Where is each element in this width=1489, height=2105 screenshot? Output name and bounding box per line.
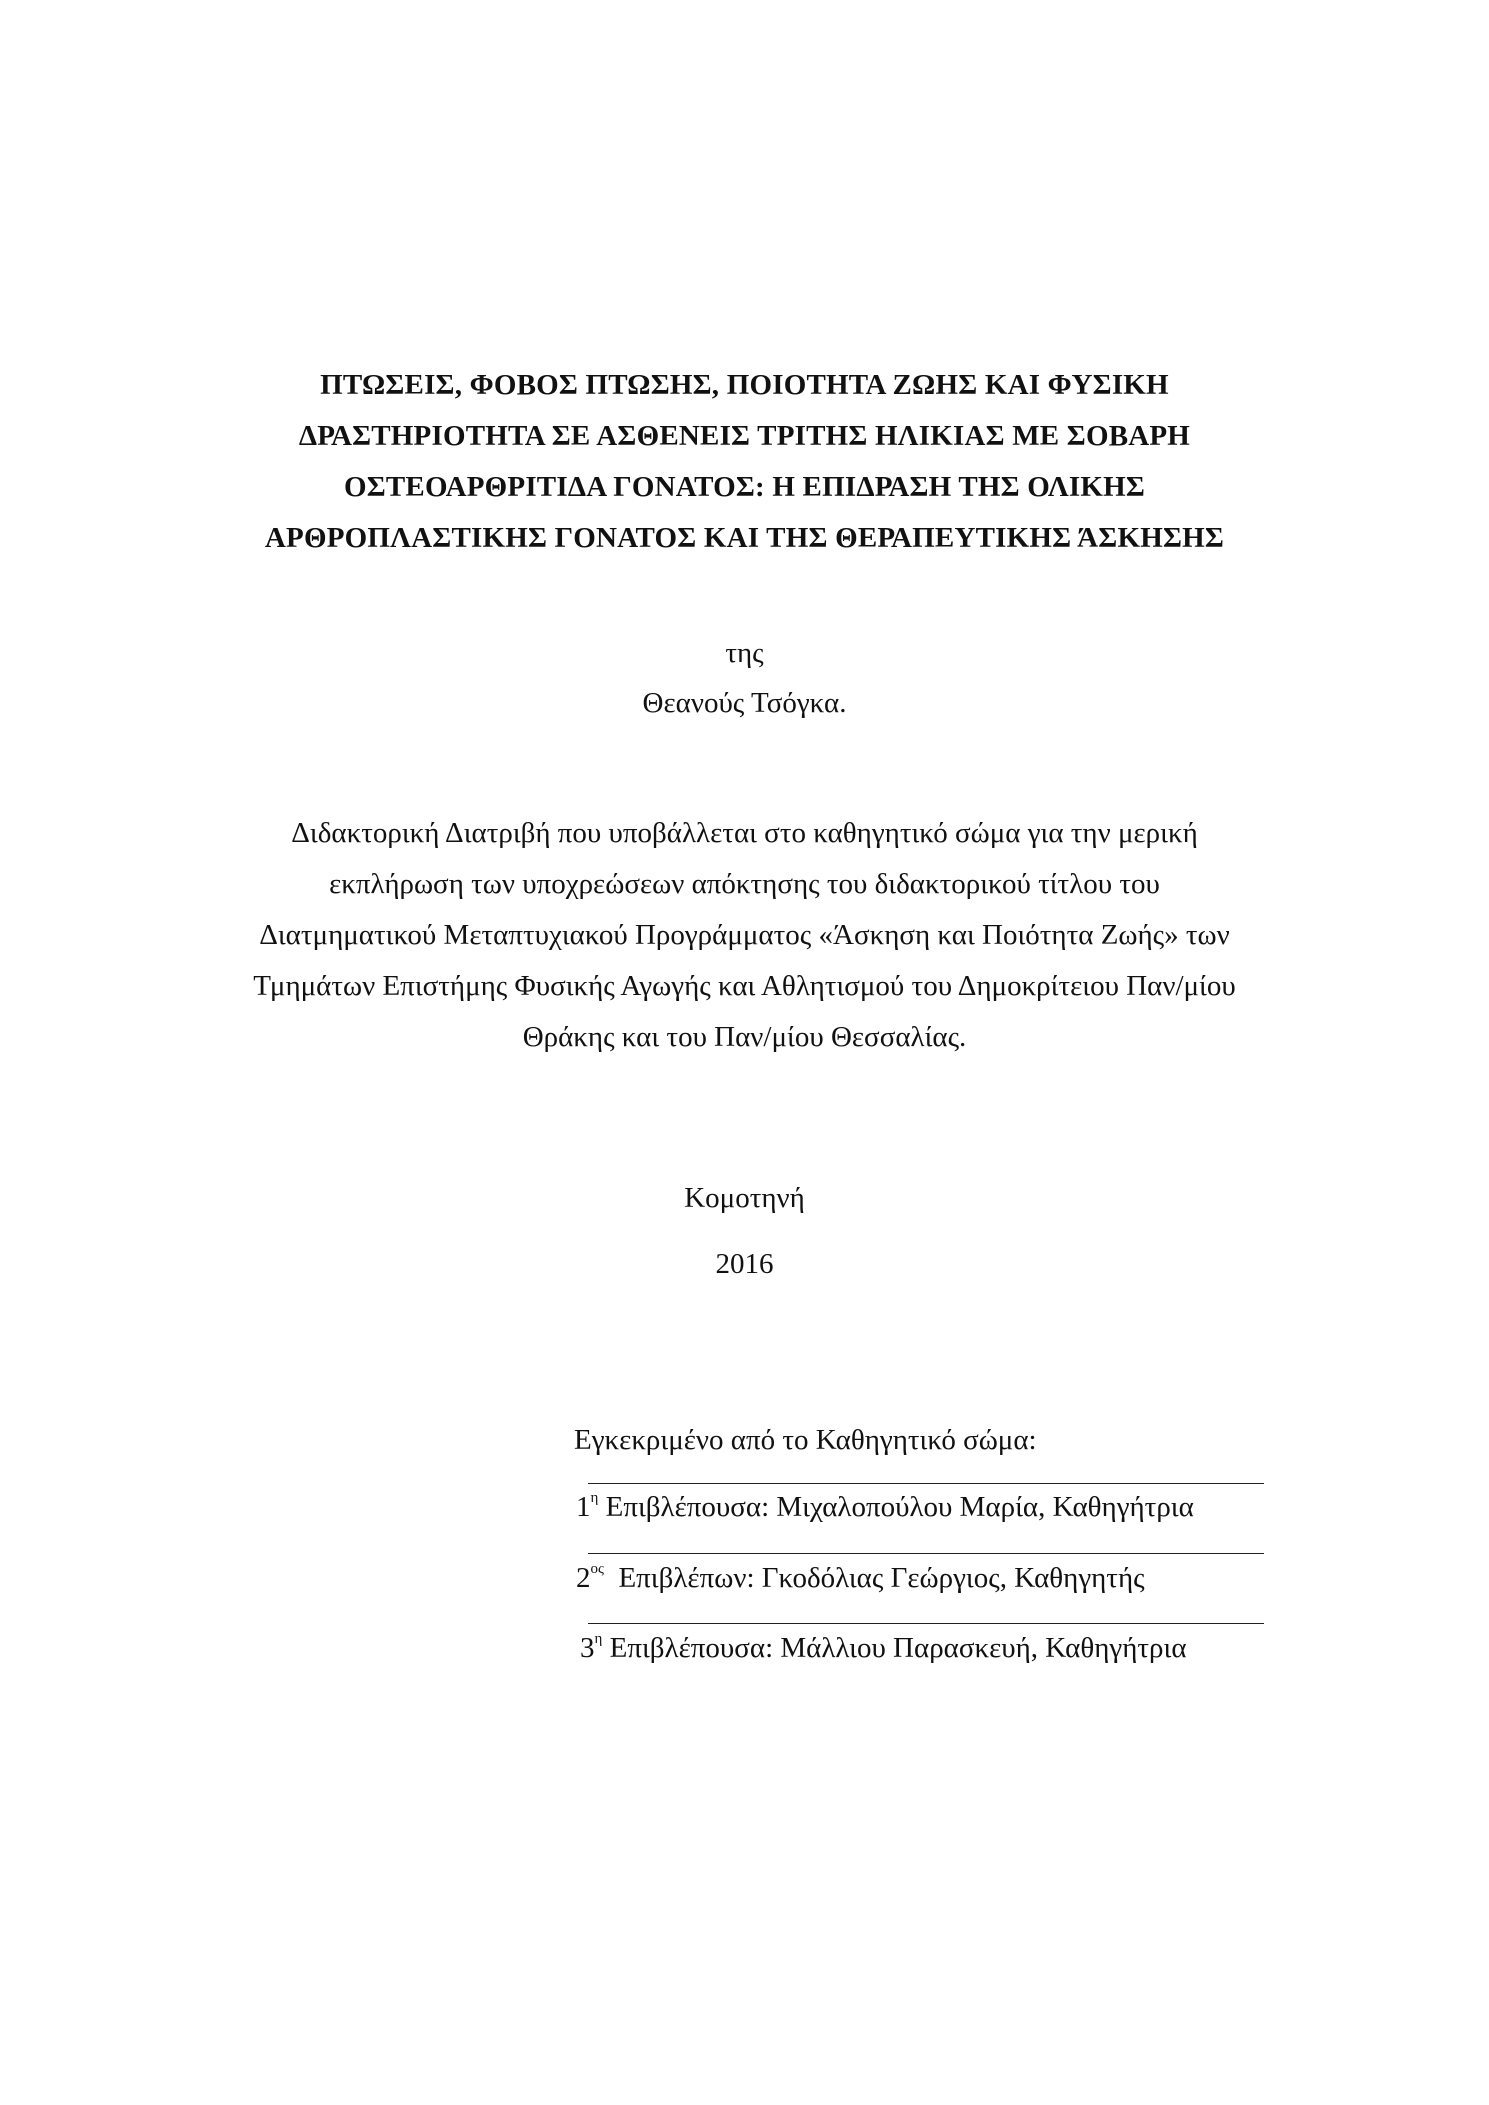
title-line: ΔΡΑΣΤΗΡΙΟΤΗΤΑ ΣΕ ΑΣΘΕΝΕΙΣ ΤΡΙΤΗΣ ΗΛΙΚΙΑΣ ΜΕ ΣΟΒΑΡΗ: [298, 420, 1191, 452]
ordinal-suffix: η: [594, 1631, 603, 1647]
supervisor-3: [580, 1628, 1187, 1668]
supervisor-text: Επιβλέπουσα: Μιχαλοπούλου Μαρία, Καθηγήτρια: [605, 1491, 1194, 1523]
title-line: ΟΣΤΕΟΑΡΘΡΙΤΙΔΑ ΓΟΝΑΤΟΣ: Η ΕΠΙΔΡΑΣΗ ΤΗΣ ΟΛΙΚΗΣ: [343, 471, 1146, 503]
description-line: Θράκης και του Παν/μίου Θεσσαλίας.: [522, 1021, 967, 1053]
supervisor-text: Επιβλέπων: Γκοδόλιας Γεώργιος, Καθηγητής: [618, 1562, 1145, 1594]
place: Κομοτηνή: [684, 1182, 805, 1214]
supervisor-2: [576, 1558, 1145, 1598]
author-prefix: της: [725, 637, 764, 669]
year: 2016: [715, 1248, 774, 1280]
thesis-description: [0, 808, 1489, 1063]
ordinal-number: 1: [576, 1491, 591, 1523]
description-line: εκπλήρωση των υποχρεώσεων απόκτησης του διδακτορικού τίτλου του: [329, 868, 1160, 900]
ordinal-number: 3: [580, 1632, 595, 1664]
signature-line: [588, 1483, 1264, 1484]
ordinal-number: 2: [576, 1562, 591, 1594]
signature-line: [588, 1553, 1264, 1554]
description-line: Τμημάτων Επιστήμης Φυσικής Αγωγής και Αθλητισμού του Δημοκρίτειου Παν/μίου: [253, 970, 1236, 1002]
supervisor-1: [576, 1487, 1194, 1527]
author-block: [0, 628, 1489, 728]
title-line: ΑΡΘΡΟΠΛΑΣΤΙΚΗΣ ΓΟΝΑΤΟΣ ΚΑΙ ΤΗΣ ΘΕΡΑΠΕΥΤΙΚΗΣ ΆΣΚΗΣΗΣ: [264, 522, 1225, 554]
ordinal: [576, 1562, 604, 1594]
ordinal-suffix: η: [590, 1490, 599, 1506]
description-line: Διδακτορική Διατριβή που υποβάλλεται στο καθηγητικό σώμα για την μερική: [291, 817, 1198, 849]
thesis-title: [0, 360, 1489, 564]
ordinal: [576, 1491, 598, 1523]
description-line: Διατμηματικού Μεταπτυχιακού Προγράμματος «Άσκηση και Ποιότητα Ζωής» των: [259, 919, 1230, 951]
supervisor-text: Επιβλέπουσα: Μάλλιου Παρασκευή, Καθηγήτρια: [609, 1632, 1187, 1664]
ordinal: [580, 1632, 602, 1664]
title-line: ΠΤΩΣΕΙΣ, ΦΟΒΟΣ ΠΤΩΣΗΣ, ΠΟΙΟΤΗΤΑ ΖΩΗΣ ΚΑΙ ΦΥΣΙΚΗ: [320, 369, 1169, 401]
signature-line: [588, 1623, 1264, 1624]
ordinal-suffix: ος: [590, 1561, 604, 1577]
author-name: Θεανούς Τσόγκα.: [642, 687, 847, 719]
approval-heading: Εγκεκριμένο από το Καθηγητικό σώμα:: [574, 1424, 1037, 1456]
